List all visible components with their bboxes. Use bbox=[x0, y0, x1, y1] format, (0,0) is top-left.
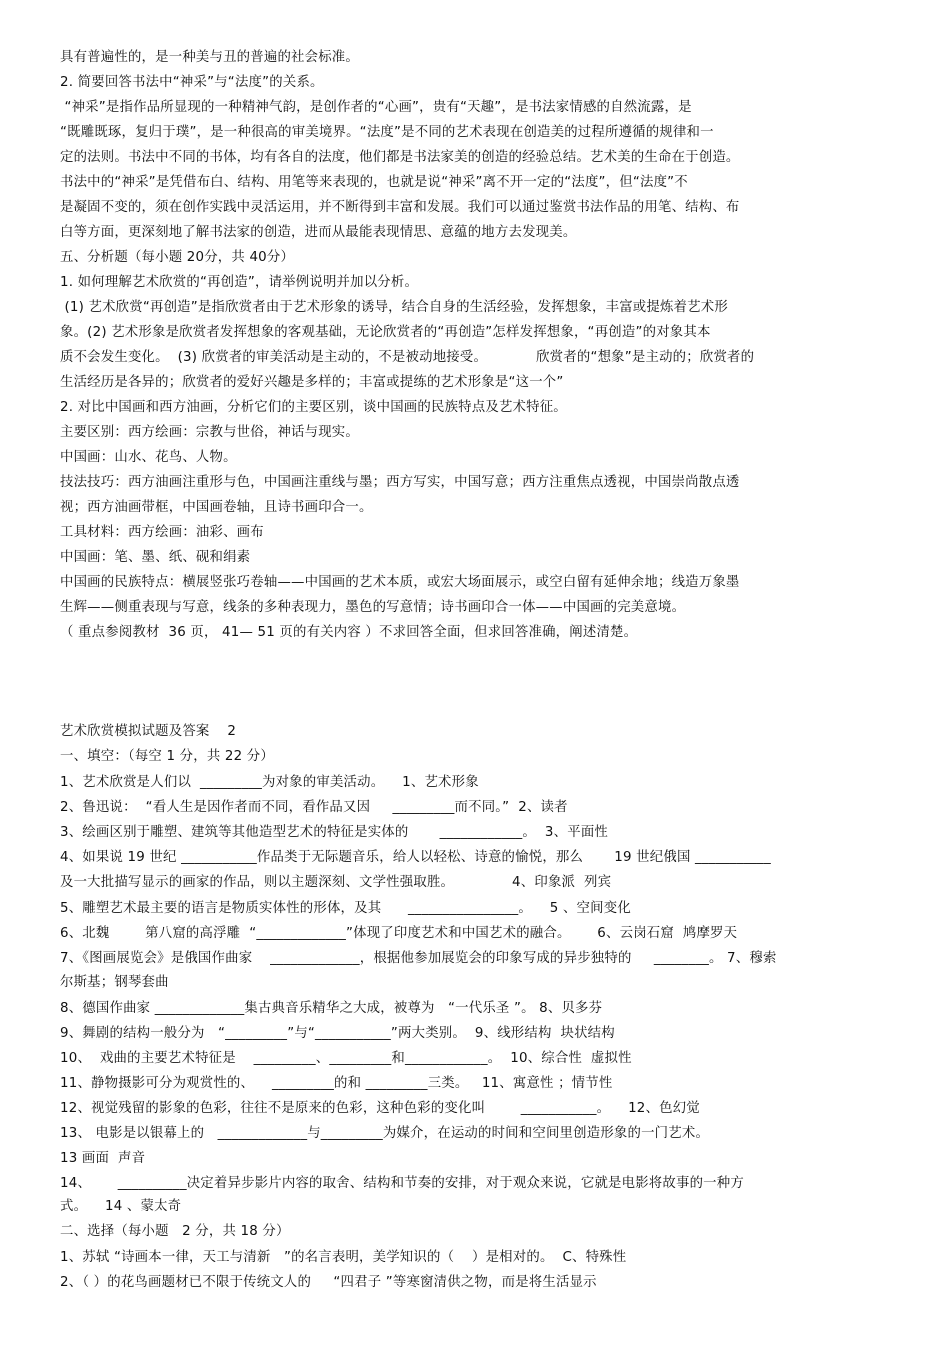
line-text: 象。(2) 艺术形象是欣赏者发挥想象的客观基础，无论欣赏者的“再创造”怎样发挥想象，“再创造”的对象其本 bbox=[60, 325, 711, 340]
choice-item bbox=[60, 1249, 626, 1267]
line-text: 是凝固不变的，须在创作实践中灵活运用，并不断得到丰富和发展。我们可以通过鉴赏书法作品的用笔、结构、布 bbox=[60, 200, 740, 215]
line-text: 定的法则。书法中不同的书体，均有各自的法度，他们都是书法家美的创造的经验总结。艺术美的生命在于创造。 bbox=[60, 150, 740, 165]
answer-line bbox=[60, 224, 576, 242]
fill-blank-item bbox=[60, 950, 777, 968]
line-text: 2、鲁迅说： “看人生是因作者而不同，看作品又因 _________而不同。” 2、读者 bbox=[60, 800, 568, 815]
answer-line bbox=[60, 374, 564, 392]
answer-line bbox=[60, 424, 359, 442]
line-text: 技法技巧：西方油画注重形与色，中国画注重线与墨；西方写实，中国写意；西方注重焦点透视，中国崇尚散点透 bbox=[60, 475, 740, 490]
line-text: 13、 电影是以银幕上的 _____________与_________为媒介，在运动的时间和空间里创造形象的一门艺术。 bbox=[60, 1126, 710, 1141]
line-text: “神采”是指作品所显现的一种精神气韵，是创作者的“心画”，贵有“天趣”，是书法家情感的自然流露，是 bbox=[60, 100, 692, 115]
fill-blank-item bbox=[60, 1000, 602, 1018]
line-text: 13 画面 声音 bbox=[60, 1151, 146, 1166]
line-text: 视；西方油画带框，中国画卷轴，且诗书画印合一。 bbox=[60, 500, 373, 515]
answer-line bbox=[60, 99, 692, 117]
document-title bbox=[60, 723, 236, 741]
line-text: 2、（ ）的花鸟画题材已不限于传统文人的 “四君子 ”等寒窗清供之物，而是将生活显示 bbox=[60, 1275, 597, 1290]
answer-line bbox=[60, 524, 264, 542]
answer-line bbox=[60, 174, 688, 192]
section-heading bbox=[60, 748, 274, 766]
line-text: 尔斯基；钢琴套曲 bbox=[60, 975, 169, 990]
line-text: 5、雕塑艺术最主要的语言是物质实体性的形体，及其 ________________。 5 、空间变化 bbox=[60, 901, 631, 916]
line-text: 2. 简要回答书法中“神采”与“法度”的关系。 bbox=[60, 75, 324, 90]
line-text: 中国画的民族特点：横展竖张巧卷轴——中国画的艺术本质，或宏大场面展示，或空白留有延伸余地；线造万象墨 bbox=[60, 575, 740, 590]
line-text: 式。 14 、蒙太奇 bbox=[60, 1199, 182, 1214]
fill-blank-item bbox=[60, 1198, 181, 1216]
section-heading bbox=[60, 1223, 290, 1241]
section-heading bbox=[60, 249, 294, 267]
fill-blank-item bbox=[60, 1025, 615, 1043]
answer-line bbox=[60, 124, 714, 142]
fill-blank-item bbox=[60, 1075, 612, 1093]
line-text: 10、 戏曲的主要艺术特征是 _________、_________和____________。 10、综合性 虚拟性 bbox=[60, 1051, 632, 1066]
line-text: 1. 如何理解艺术欣赏的“再创造”，请举例说明并加以分析。 bbox=[60, 275, 419, 290]
line-text: 1、苏轼 “诗画本一律，天工与清新 ”的名言表明，美学知识的（ ）是相对的。 C、特殊性 bbox=[60, 1250, 627, 1265]
answer-line bbox=[60, 624, 637, 642]
fill-blank-item bbox=[60, 774, 479, 792]
question-line bbox=[60, 74, 324, 92]
fill-blank-item bbox=[60, 1175, 744, 1193]
line-text: （ 重点参阅教材 36 页， 41— 51 页的有关内容 ）不求回答全面，但求回答准确，阐述清楚。 bbox=[60, 625, 638, 640]
line-text: 3、绘画区别于雕塑、建筑等其他造型艺术的特征是实体的 ____________。 3、平面性 bbox=[60, 825, 609, 840]
fill-blank-item bbox=[60, 824, 608, 842]
line-text: 11、静物摄影可分为观赏性的、 _________的和 _________三类。 11、寓意性 ；情节性 bbox=[60, 1076, 613, 1091]
answer-line bbox=[60, 149, 740, 167]
line-text: 生辉——侧重表现与写意，线条的多种表现力，墨色的写意情；诗书画印合一体——中国画的完美意境。 bbox=[60, 600, 686, 615]
line-text: 2. 对比中国画和西方油画，分析它们的主要区别，谈中国画的民族特点及艺术特征。 bbox=[60, 400, 567, 415]
line-text: (1) 艺术欣赏“再创造”是指欣赏者由于艺术形象的诱导，结合自身的生活经验，发挥想象，丰富或提炼着艺术形 bbox=[60, 300, 728, 315]
fill-blank-item bbox=[60, 1150, 145, 1168]
line-text: 书法中的“神采”是凭借布白、结构、用笔等来表现的，也就是说“神采”离不开一定的“法度”，但“法度”不 bbox=[60, 175, 688, 190]
question-line bbox=[60, 274, 418, 292]
line-text: 4、如果说 19 世纪 ___________作品类于无际题音乐，给人以轻松、诗意的愉悦，那么 19 世纪俄国 ___________ bbox=[60, 850, 771, 865]
choice-item bbox=[60, 1274, 597, 1292]
line-text: 五、分析题（每小题 20分，共 40分） bbox=[60, 250, 295, 265]
line-text: 7、《图画展览会》是俄国作曲家 _____________，根据他参加展览会的印象写成的异步独特的 ________。 7、穆索 bbox=[60, 951, 777, 966]
question-line bbox=[60, 399, 567, 417]
fill-blank-item bbox=[60, 1050, 632, 1068]
line-text: 8、德国作曲家 _____________集古典音乐精华之大成，被尊为 “一代乐圣 ”。 8、贝多芬 bbox=[60, 1001, 603, 1016]
line-text: 二、选择（每小题 2 分，共 18 分） bbox=[60, 1224, 290, 1239]
line-text: 及一大批描写显示的画家的作品，则以主题深刻、文学性强取胜。 4、印象派 列宾 bbox=[60, 875, 612, 890]
line-text: 中国画：笔、墨、纸、砚和绢素 bbox=[60, 550, 251, 565]
line-text: 具有普遍性的，是一种美与丑的普遍的社会标准。 bbox=[60, 50, 359, 65]
line-text: 中国画：山水、花鸟、人物。 bbox=[60, 450, 237, 465]
line-text: 主要区别：西方绘画：宗教与世俗，神话与现实。 bbox=[60, 425, 359, 440]
answer-line bbox=[60, 549, 250, 567]
line-text: 白等方面，更深刻地了解书法家的创造，进而从最能表现情思、意蕴的地方去发现美。 bbox=[60, 225, 577, 240]
line-text: 艺术欣赏模拟试题及答案 2 bbox=[60, 724, 237, 739]
answer-line bbox=[60, 574, 740, 592]
line-text: 12、视觉残留的影象的色彩，往往不是原来的色彩，这种色彩的变化叫 ___________。 12、色幻觉 bbox=[60, 1101, 700, 1116]
answer-line bbox=[60, 474, 740, 492]
answer-line bbox=[60, 199, 740, 217]
line-text: 工具材料：西方绘画：油彩、画布 bbox=[60, 525, 264, 540]
answer-line bbox=[60, 449, 237, 467]
line-text: 14、 __________决定着异步影片内容的取舍、结构和节奏的安排，对于观众来说，它就是电影将故事的一种方 bbox=[60, 1176, 744, 1191]
answer-line bbox=[60, 299, 728, 317]
fill-blank-item bbox=[60, 925, 737, 943]
line-text: 一、填空：（每空 1 分，共 22 分） bbox=[60, 749, 274, 764]
line-text: 生活经历是各异的；欣赏者的爱好兴趣是多样的；丰富或提练的艺术形象是“这一个” bbox=[60, 375, 564, 390]
line-text: 6、北魏 第八窟的高浮雕 “_____________”体现了印度艺术和中国艺术的融合。 6、云岗石窟 鸠摩罗天 bbox=[60, 926, 738, 941]
fill-blank-item bbox=[60, 874, 611, 892]
answer-line bbox=[60, 499, 373, 517]
fill-blank-item bbox=[60, 1125, 709, 1143]
line-text: 质不会发生变化。 (3) 欣赏者的审美活动是主动的，不是被动地接受。 欣赏者的“想象”是主动的；欣赏者的 bbox=[60, 350, 755, 365]
answer-line bbox=[60, 349, 754, 367]
fill-blank-item bbox=[60, 849, 771, 867]
text-line bbox=[60, 49, 359, 67]
line-text: “既雕既琢，复归于璞”，是一种很高的审美境界。“法度”是不同的艺术表现在创造美的过程所遵循的规律和一 bbox=[60, 125, 714, 140]
fill-blank-item bbox=[60, 799, 568, 817]
line-text: 1、艺术欣赏是人们以 _________为对象的审美活动。 1、艺术形象 bbox=[60, 775, 479, 790]
answer-line bbox=[60, 599, 685, 617]
fill-blank-item bbox=[60, 900, 631, 918]
line-text: 9、舞剧的结构一般分为 “_________”与“___________”两大类别。 9、线形结构 块状结构 bbox=[60, 1026, 615, 1041]
fill-blank-item bbox=[60, 974, 169, 992]
answer-line bbox=[60, 324, 711, 342]
fill-blank-item bbox=[60, 1100, 700, 1118]
